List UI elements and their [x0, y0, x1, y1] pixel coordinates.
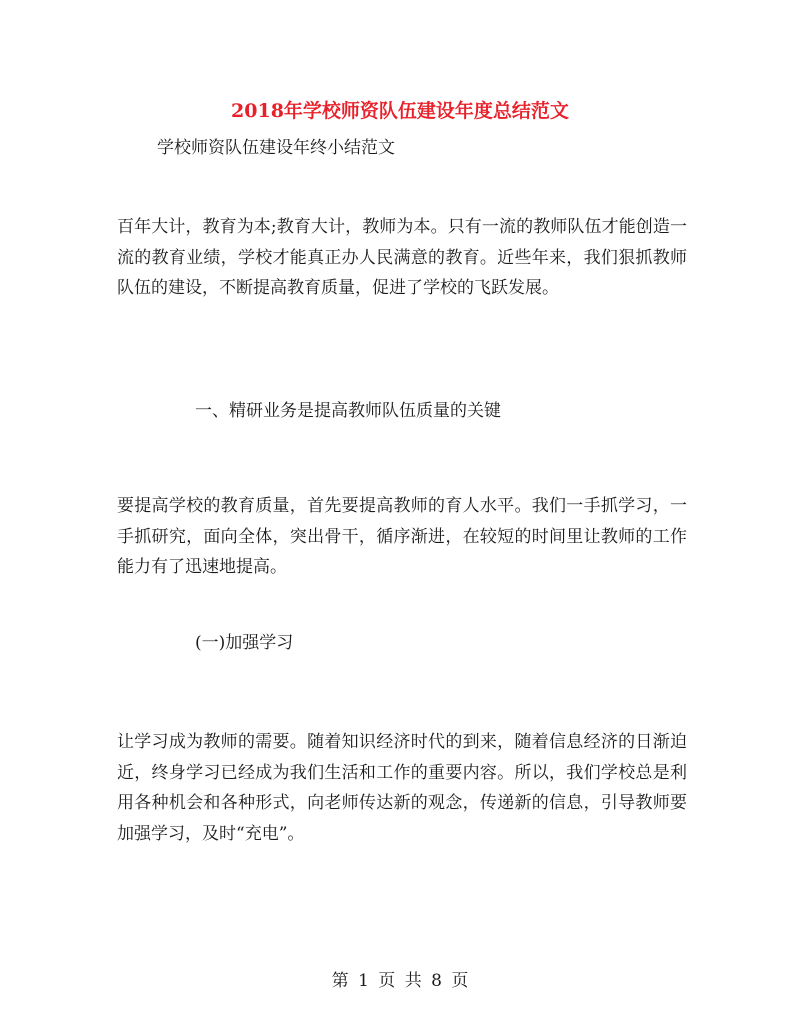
paragraph-section-1: 要提高学校的教育质量，首先要提高教师的育人水平。我们一手抓学习，一手抓研究，面向全体，突出骨干，循序渐进，在较短的时间里让教师的工作能力有了迅速地提高。: [117, 496, 687, 577]
paragraph-intro: 百年大计，教育为本;教育大计，教师为本。只有一流的教师队伍才能创造一流的教育业绩，学校才能真正办人民满意的教育。近些年来，我们狠抓教师队伍的建设，不断提高教育质量，促进了学校的飞跃发展。: [117, 217, 687, 298]
paragraph-subsection-1: 让学习成为教师的需要。随着知识经济时代的到来，随着信息经济的日渐迫近，终身学习已经成为我们生活和工作的重要内容。所以，我们学校总是利用各种机会和各种形式，向老师传达新的观念，传递新的信息，引导教师要加强学习，及时“充电”。: [117, 732, 687, 844]
subsection-heading-1: (一)加强学习: [195, 633, 294, 653]
document-subtitle: 学校师资队伍建设年终小结范文: [157, 138, 395, 158]
page-number-footer: 第 1 页 共 8 页: [331, 971, 469, 991]
document-title: 2018年学校师资队伍建设年度总结范文: [231, 100, 569, 122]
section-heading-1: 一、精研业务是提高教师队伍质量的关键: [195, 401, 501, 421]
